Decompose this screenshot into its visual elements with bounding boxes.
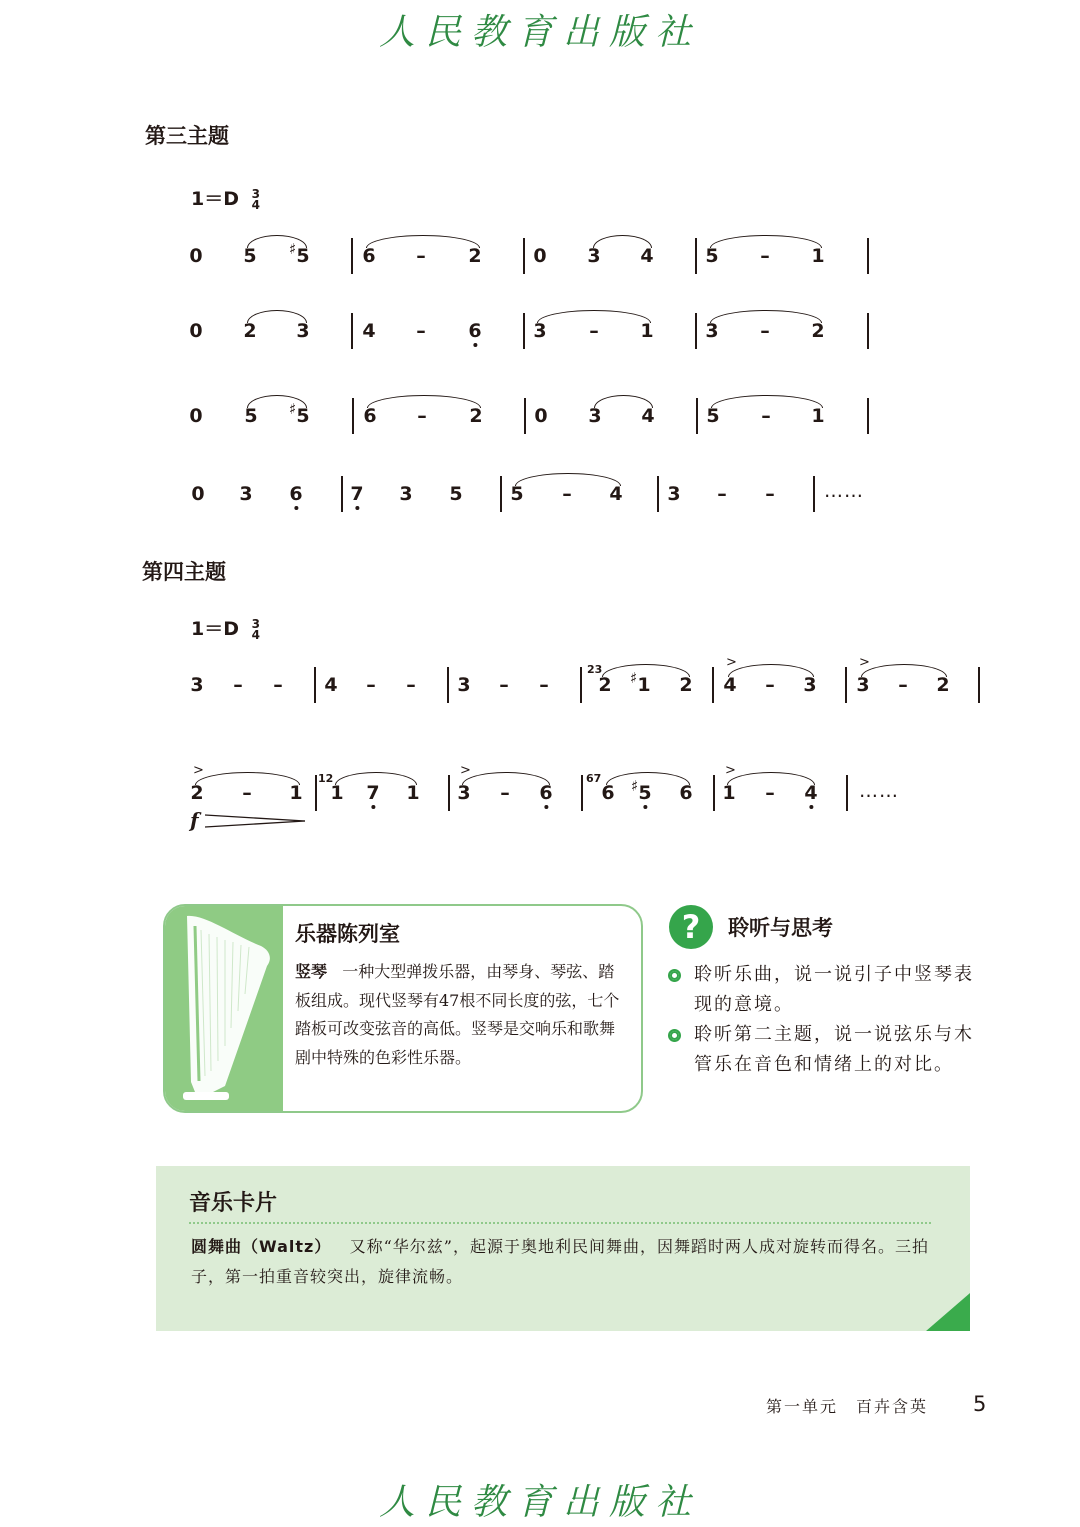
grace-note: 23: [587, 663, 603, 676]
note: 3: [190, 674, 204, 696]
note: 2: [469, 405, 483, 427]
note: 3: [457, 674, 471, 696]
note: 6: [539, 783, 552, 803]
accent-mark: >: [460, 763, 471, 778]
note: 1: [289, 782, 303, 804]
note: 3: [239, 483, 253, 505]
harp-illustration-panel: [165, 906, 283, 1111]
key-signature: 1＝D: [191, 618, 239, 640]
publisher-logo-top: 人民教育出版社: [378, 12, 701, 53]
note: 0: [189, 320, 203, 342]
note: 3: [705, 320, 719, 342]
question-icon: ?: [669, 905, 713, 949]
note: 6: [362, 245, 376, 267]
dash: –: [765, 782, 775, 804]
note: 6: [601, 782, 615, 804]
note: 0: [189, 405, 203, 427]
slur: [335, 772, 417, 785]
publisher-logo-bottom: 人民教育出版社: [378, 1482, 701, 1523]
note: 1: [640, 320, 654, 342]
slur: [727, 772, 815, 785]
note: 1: [406, 782, 420, 804]
accent-mark: >: [859, 655, 870, 670]
dash: –: [366, 674, 376, 696]
barline: [315, 775, 317, 811]
barline: [580, 667, 582, 703]
slur: [728, 664, 814, 677]
note: 0: [534, 405, 548, 427]
dash: –: [500, 782, 510, 804]
note: 5: [243, 245, 257, 267]
instrument-term: 竖琴: [295, 962, 328, 981]
note: 7: [366, 783, 379, 803]
note: 3: [533, 320, 547, 342]
instrument-description: [295, 958, 625, 1072]
dash: –: [406, 674, 416, 696]
barline: [314, 667, 316, 703]
note: 1: [637, 674, 651, 696]
time-signature: 3 4: [251, 616, 260, 642]
note: 3: [399, 483, 413, 505]
note: 4: [804, 783, 817, 803]
note: 3: [803, 674, 817, 696]
note: 3: [296, 320, 310, 342]
note: 1: [330, 782, 344, 804]
note: 1: [811, 245, 825, 267]
barline: [846, 775, 848, 811]
note: 3: [588, 405, 602, 427]
slur: [602, 664, 690, 677]
note: 6: [363, 405, 377, 427]
listen-think-list: [666, 960, 976, 1080]
dash: –: [539, 674, 549, 696]
dash: –: [242, 782, 252, 804]
dash: –: [416, 320, 426, 342]
page-curl-fold: [926, 1293, 970, 1331]
time-signature: 3 4: [251, 186, 260, 212]
note: 3: [667, 483, 681, 505]
note: 5: [510, 483, 524, 505]
barline: [845, 667, 847, 703]
page-number: 5: [973, 1392, 987, 1416]
note: 7: [350, 484, 363, 504]
note: 4: [641, 405, 655, 427]
note: 3: [856, 674, 870, 696]
note: 2: [936, 674, 950, 696]
dash: –: [273, 674, 283, 696]
dash: –: [499, 674, 509, 696]
note: 0: [189, 245, 203, 267]
listen-think-title: 聆听与思考: [728, 916, 833, 940]
note: 5: [244, 405, 258, 427]
continuation-ellipsis: ……: [824, 480, 864, 502]
dash: –: [765, 674, 775, 696]
music-card-desc: 又称“华尔兹”，起源于奥地利民间舞曲，因舞蹈时两人成对旋转而得名。三拍子，第一拍重音较突出，旋律流畅。: [191, 1237, 929, 1286]
barline: [978, 667, 980, 703]
note: 6: [468, 321, 481, 341]
slur: [861, 664, 947, 677]
dash: –: [717, 483, 727, 505]
note: 6: [679, 782, 693, 804]
dash: –: [562, 483, 572, 505]
music-card-text: [191, 1232, 939, 1292]
theme4-title: 第四主题: [142, 560, 226, 584]
sharp-sign: ♯: [630, 669, 638, 687]
divider: [189, 1222, 931, 1224]
sharp-sign: ♯: [631, 777, 639, 795]
note: 1: [722, 782, 736, 804]
dash: –: [589, 320, 599, 342]
note: 2: [190, 782, 204, 804]
note: 2: [243, 320, 257, 342]
sharp-sign: ♯: [289, 240, 297, 258]
note: 6: [289, 484, 302, 504]
slur: [195, 772, 300, 785]
dash: –: [760, 320, 770, 342]
note: 5: [638, 783, 651, 803]
music-card-title: 音乐卡片: [189, 1191, 278, 1216]
instrument-exhibit-box: [163, 904, 643, 1113]
footer-unit-label: 第一单元 百卉含英: [766, 1397, 929, 1416]
note: 2: [468, 245, 482, 267]
harp-icon: [165, 906, 283, 1111]
grace-note: 67: [586, 772, 602, 785]
barline: [712, 667, 714, 703]
note: 2: [679, 674, 693, 696]
dash: –: [416, 245, 426, 267]
accent-mark: >: [725, 763, 736, 778]
note: 0: [533, 245, 547, 267]
continuation-ellipsis: ……: [859, 780, 899, 802]
note: 4: [362, 320, 376, 342]
slur: [606, 772, 690, 785]
note: 4: [609, 483, 623, 505]
dash: –: [765, 483, 775, 505]
dash: –: [233, 674, 243, 696]
dash: –: [761, 405, 771, 427]
slur: [462, 772, 550, 785]
note: 3: [587, 245, 601, 267]
accent-mark: >: [193, 763, 204, 778]
music-card: [156, 1166, 970, 1331]
note: 2: [598, 674, 612, 696]
theme3-title: 第三主题: [145, 124, 229, 148]
barline: [713, 775, 715, 811]
note: 4: [723, 674, 737, 696]
dynamic-forte: f: [190, 808, 199, 832]
list-item: 聆听第二主题，说一说弦乐与木管乐在音色和情绪上的对比。: [666, 1020, 976, 1080]
barline: [448, 775, 450, 811]
note: 4: [324, 674, 338, 696]
key-signature: 1＝D: [191, 188, 239, 210]
note: 3: [457, 782, 471, 804]
note: 2: [811, 320, 825, 342]
dash: –: [417, 405, 427, 427]
note: 5: [296, 245, 310, 267]
barline: [581, 775, 583, 811]
note: 5: [449, 483, 463, 505]
accent-mark: >: [726, 655, 737, 670]
note: 5: [706, 405, 720, 427]
decrescendo-hairpin: [205, 814, 307, 828]
dash: –: [898, 674, 908, 696]
list-item: 聆听乐曲，说一说引子中竖琴表现的意境。: [666, 960, 976, 1020]
note: 1: [811, 405, 825, 427]
music-card-term: 圆舞曲（Waltz）: [191, 1237, 332, 1256]
instrument-desc: 一种大型弹拨乐器，由琴身、琴弦、踏板组成。现代竖琴有47根不同长度的弦，七个踏板可改变弦音的高低。竖琴是交响乐和歌舞剧中特殊的色彩性乐器。: [295, 962, 620, 1067]
grace-note: 12: [318, 772, 334, 785]
note: 5: [705, 245, 719, 267]
note: 4: [640, 245, 654, 267]
note: 5: [296, 405, 310, 427]
sharp-sign: ♯: [289, 400, 297, 418]
note: 0: [191, 483, 205, 505]
dash: –: [760, 245, 770, 267]
barline: [447, 667, 449, 703]
instrument-box-title: 乐器陈列室: [295, 922, 400, 946]
